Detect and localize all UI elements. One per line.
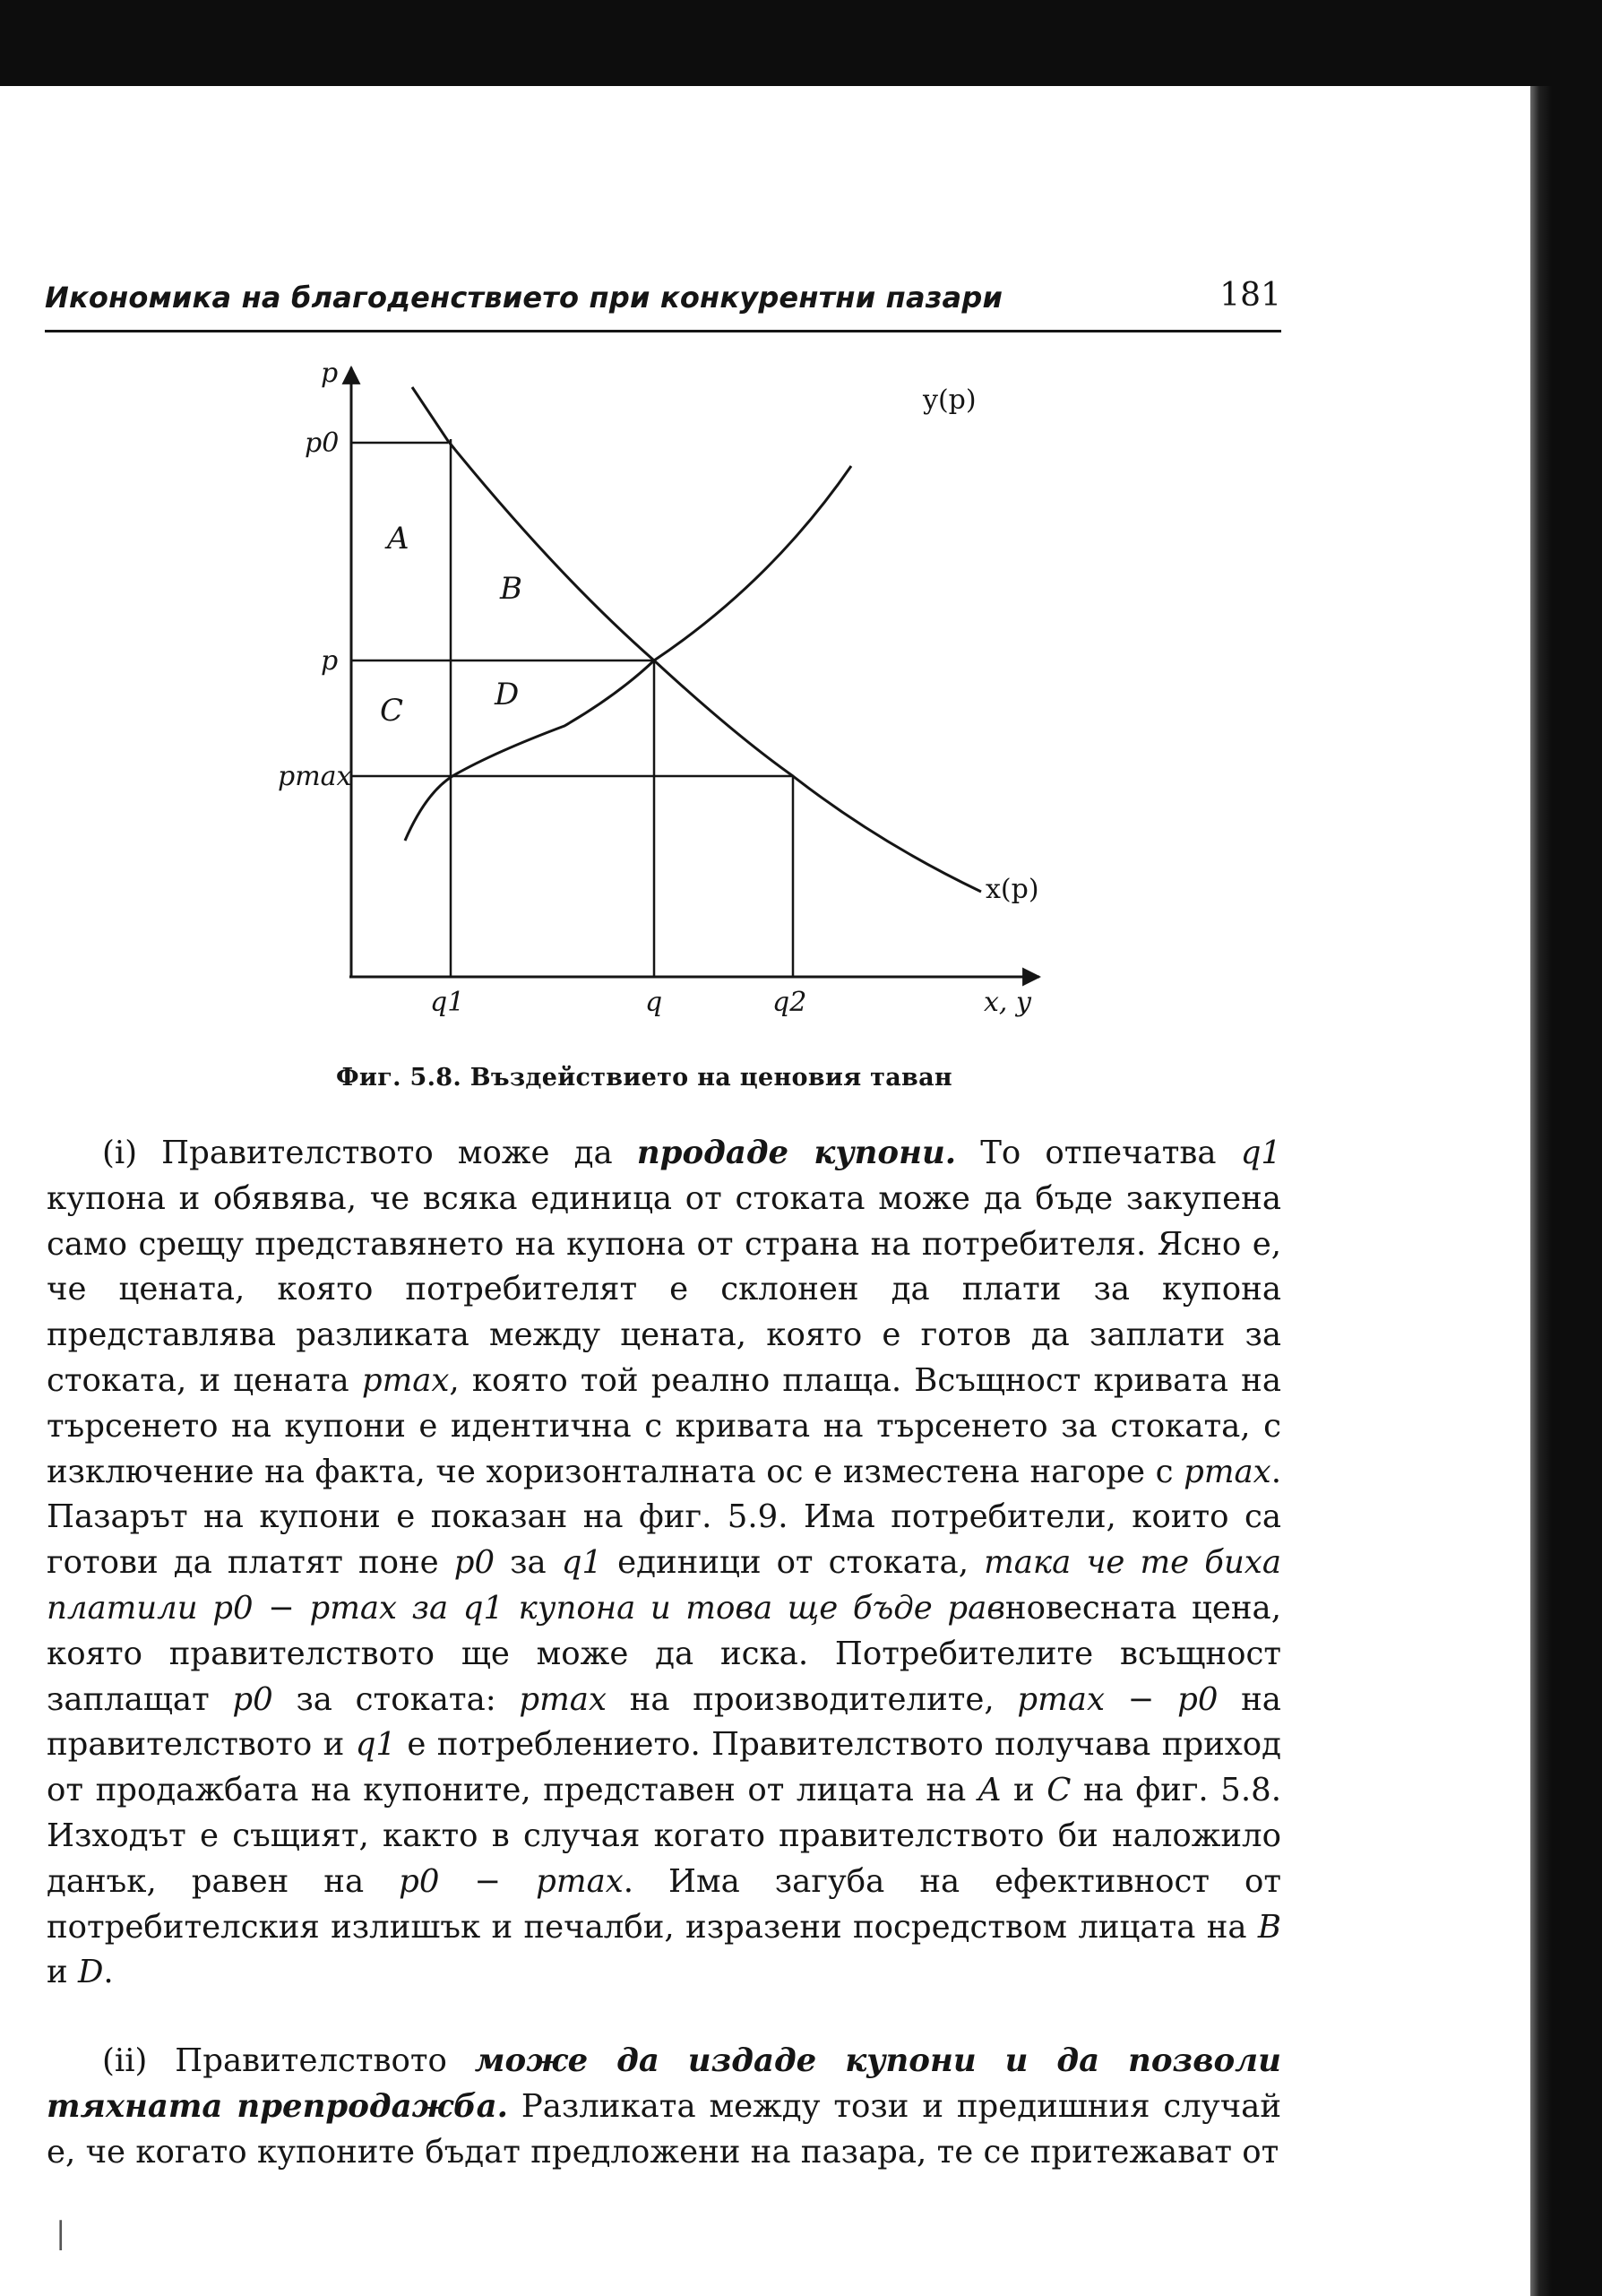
math-symbol: D bbox=[77, 1954, 104, 1991]
paragraph-text: , която той реално плаща. Всъщност кривата на търсенето на купони е идентична с кривата на търсенето за стоката, с изключение на факта, че хоризонталната ос е изместена нагоре с bbox=[47, 1361, 1281, 1490]
pmax-label: pmax bbox=[278, 761, 352, 792]
math-symbol: p0 bbox=[453, 1544, 495, 1582]
area-c-label: C bbox=[380, 693, 404, 729]
demand-curve-label: x(p) bbox=[986, 874, 1039, 905]
scan-border-top bbox=[0, 0, 1602, 86]
emphasis-text: продаде купони. bbox=[636, 1135, 957, 1171]
math-symbol: B bbox=[1257, 1908, 1281, 1946]
supply-curve-label: y(p) bbox=[923, 384, 977, 416]
paragraph-text: (ii) Правителството bbox=[102, 2042, 475, 2080]
math-symbol: pmax − p0 bbox=[1017, 1680, 1219, 1718]
math-symbol: така че те биха платили p0 − pmax за q1 купона и това ще бъде рав bbox=[47, 1544, 1281, 1627]
scan-border-right bbox=[1530, 86, 1602, 2296]
paragraph-text: единици от стоката, bbox=[602, 1544, 985, 1582]
paragraph-text: на производителите, bbox=[606, 1680, 1018, 1718]
quantity-axis-label: x, y bbox=[984, 987, 1031, 1018]
page-number: 181 bbox=[1219, 277, 1281, 314]
area-b-label: B bbox=[500, 571, 522, 607]
math-symbol: A bbox=[978, 1772, 1002, 1809]
q2-label: q2 bbox=[772, 987, 807, 1018]
p0-label: p0 bbox=[305, 427, 340, 459]
paragraph-text: на правителството и bbox=[47, 1680, 1281, 1764]
paragraph-text: и bbox=[47, 1954, 78, 1991]
running-head-title: Икономика на благоденствието при конкурентни пазари bbox=[45, 281, 1003, 315]
math-symbol: q1 bbox=[1240, 1135, 1281, 1171]
paragraph-text: и bbox=[1001, 1772, 1047, 1809]
area-d-label: D bbox=[495, 677, 520, 712]
q-label: q bbox=[645, 987, 663, 1018]
emphasis-text: може да издаде купони и да позволи тяхната препродажба. bbox=[47, 2042, 1281, 2125]
supply-curve bbox=[405, 466, 851, 841]
paragraph-text: за bbox=[495, 1544, 562, 1582]
q1-label: q1 bbox=[430, 987, 465, 1018]
math-symbol: pmax bbox=[519, 1680, 607, 1718]
paragraph-text: Разликата между този и предишния случай е, че когато купоните бъдат предложени на пазара, те се притежават от bbox=[47, 2087, 1281, 2171]
area-a-label: A bbox=[387, 521, 409, 557]
math-symbol: pmax bbox=[1184, 1453, 1271, 1490]
running-head-rule bbox=[45, 330, 1281, 332]
paragraph-i bbox=[47, 1131, 1281, 1996]
math-symbol: C bbox=[1046, 1772, 1072, 1809]
math-symbol: p0 bbox=[232, 1680, 273, 1718]
paragraph-text: То отпечатва bbox=[956, 1135, 1241, 1171]
price-ceiling-diagram bbox=[269, 341, 1075, 1040]
body-text bbox=[47, 1131, 1281, 2176]
paragraph-text: за стоката: bbox=[272, 1680, 520, 1718]
paragraph-text: . Пазарът на купони е показан на фиг. 5.9. Има потребители, които са готови да платят поне bbox=[47, 1453, 1281, 1582]
math-symbol: q1 bbox=[561, 1544, 603, 1582]
math-symbol: pmax bbox=[361, 1361, 450, 1399]
paragraph-text: . Има загуба на ефективност от потребителския излишък и печалби, изразени посредством лицата на bbox=[47, 1862, 1282, 1946]
math-symbol: p0 − pmax bbox=[399, 1862, 624, 1900]
figure-caption: Фиг. 5.8. Въздействието на ценовия таван bbox=[336, 1064, 952, 1092]
paragraph-text: . bbox=[103, 1954, 114, 1991]
demand-curve bbox=[412, 387, 981, 892]
paragraph-text: новесната цена, която правителството ще може да иска. Потребителите всъщност заплащат bbox=[47, 1589, 1281, 1718]
paragraph-text: купона и обявява, че всяка единица от стоката може да бъде закупена само срещу представянето на купона от страна на потребителя. Ясно е, че цената, която потребителят е склонен да плати за купона представлява разликата между цената, която е готов да заплати за стоката, и цената bbox=[47, 1179, 1281, 1399]
running-head bbox=[45, 273, 1281, 327]
math-symbol: q1 bbox=[355, 1726, 397, 1764]
paragraph-ii bbox=[47, 2039, 1281, 2175]
paragraph-text: (i) Правителството може да bbox=[102, 1135, 637, 1171]
figure-5-8 bbox=[269, 341, 1075, 1040]
paragraph-text: е потреблението. Правителството получава приход от продажбата на купоните, представен от лицата на bbox=[47, 1726, 1281, 1809]
scan-corner-mark: | bbox=[56, 2215, 66, 2251]
price-axis-label: p bbox=[321, 358, 339, 389]
p-label: p bbox=[321, 645, 339, 677]
paragraph-text: на фиг. 5.8. Изходът е същият, както в случая когато правителството би наложило данък, равен на bbox=[47, 1772, 1282, 1900]
